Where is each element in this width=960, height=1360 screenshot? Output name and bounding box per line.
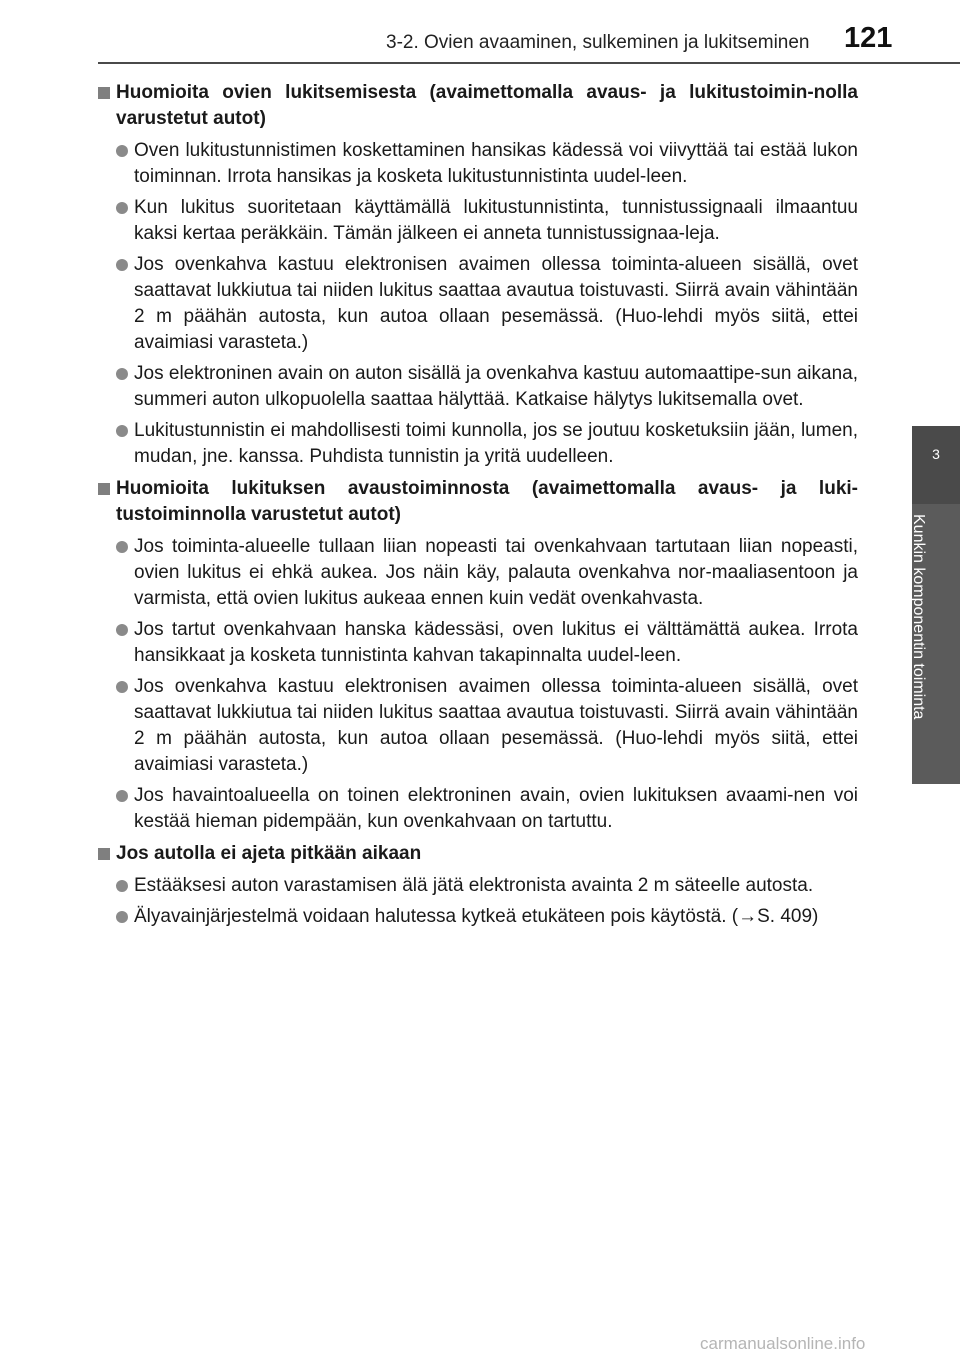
circle-bullet-icon <box>116 202 128 214</box>
circle-bullet-icon <box>116 259 128 271</box>
list-item <box>98 534 858 612</box>
list-item <box>98 418 858 470</box>
circle-bullet-icon <box>116 624 128 636</box>
page-number: 121 <box>844 22 893 54</box>
list-item-text: Jos toiminta-alueelle tullaan liian nopeasti tai ovenkahvaan tartutaan liian nopeasti, ovien lukitus ei ehkä aukea. Jos näin käy, palauta ovenkahva nor-maaliasentoon ja varmista, että ovien lukitus aukeaa ennen kuin vedät ovenkahvasta. <box>134 536 858 609</box>
circle-bullet-icon <box>116 880 128 892</box>
list-item <box>98 783 858 835</box>
list-item-text: Jos ovenkahva kastuu elektronisen avaimen ollessa toiminta-alueen sisällä, ovet saattavat lukkiutua tai niiden lukitus saattaa avautua toistuvasti. Siirrä avain vähintään 2 m päähän autosta, kun autoa ollaan pesemässä. (Huo-lehdi myös siitä, ettei avaimiasi varasteta.) <box>134 254 858 353</box>
list-item <box>98 138 858 190</box>
list-item-text: Jos elektroninen avain on auton sisällä ja ovenkahva kastuu automaattipe-sun aikana, summeri auton ulkopuolella saattaa hälyttää. Katkaise hälytys lukitsemalla ovet. <box>134 363 858 410</box>
section-heading-text: Huomioita ovien lukitsemisesta (avaimettomalla avaus- ja lukitustoimin-nolla varustetut autot) <box>116 82 858 129</box>
circle-bullet-icon <box>116 425 128 437</box>
square-bullet-icon <box>98 483 110 495</box>
chapter-tab <box>912 426 960 504</box>
list-item <box>98 674 858 778</box>
square-bullet-icon <box>98 87 110 99</box>
section-unlocking-function <box>98 476 858 835</box>
section-door-locking <box>98 80 858 470</box>
header-divider <box>98 62 960 64</box>
list-item-text: Estääksesi auton varastamisen älä jätä elektronista avainta 2 m säteelle autosta. <box>134 875 814 896</box>
section-heading-text: Jos autolla ei ajeta pitkään aikaan <box>116 843 422 864</box>
square-bullet-icon <box>98 848 110 860</box>
list-item <box>98 361 858 413</box>
chapter-tab-strip <box>912 504 960 784</box>
watermark: carmanualsonline.info <box>700 1334 866 1353</box>
list-item <box>98 252 858 356</box>
circle-bullet-icon <box>116 681 128 693</box>
list-item-text: Kun lukitus suoritetaan käyttämällä lukitustunnistinta, tunnistussignaali ilmaantuu kaksi kertaa peräkkäin. Tämän jälkeen ei anneta tunnistussignaa-leja. <box>134 197 858 244</box>
list-item-text: Jos ovenkahva kastuu elektronisen avaimen ollessa toiminta-alueen sisällä, ovet saattavat lukkiutua tai niiden lukitus saattaa avautua toistuvasti. Siirrä avain vähintään 2 m päähän autosta, kun autoa ollaan pesemässä. (Huo-lehdi myös siitä, ettei avaimiasi varasteta.) <box>134 676 858 775</box>
list-item-text: Jos tartut ovenkahvaan hanska kädessäsi, oven lukitus ei välttämättä aukea. Irrota hansikkaat ja kosketa tunnistinta kahvan takapinnalta uudel-leen. <box>134 619 858 666</box>
list-item <box>98 617 858 669</box>
list-item <box>98 873 858 899</box>
chapter-title: 3-2. Ovien avaaminen, sulkeminen ja lukitseminen <box>386 32 810 53</box>
section-long-term-parking <box>98 841 858 930</box>
page-header <box>0 0 960 64</box>
section-heading-text: Huomioita lukituksen avaustoiminnosta (avaimettomalla avaus- ja luki-tustoiminnolla varustetut autot) <box>116 478 858 525</box>
chapter-tab-number: 3 <box>932 446 940 462</box>
list-item-text: Lukitustunnistin ei mahdollisesti toimi kunnolla, jos se joutuu kosketuksiin jään, lumen, mudan, jne. kanssa. Puhdista tunnistin ja yritä uudelleen. <box>134 420 858 467</box>
section-heading <box>98 476 858 528</box>
section-heading <box>98 80 858 132</box>
chapter-tab-label: Kunkin komponentin toiminta <box>910 514 927 720</box>
circle-bullet-icon <box>116 790 128 802</box>
circle-bullet-icon <box>116 145 128 157</box>
page-content <box>98 80 858 935</box>
circle-bullet-icon <box>116 911 128 923</box>
list-item-text: Jos havaintoalueella on toinen elektroninen avain, ovien lukituksen avaami-nen voi kestää hieman pidempään, kun ovenkahvaan on tartuttu. <box>134 785 858 832</box>
circle-bullet-icon <box>116 368 128 380</box>
list-item-text: Oven lukitustunnistimen koskettaminen hansikas kädessä voi viivyttää tai estää lukon toiminnan. Irrota hansikas ja kosketa lukitustunnistinta uudel-leen. <box>134 140 858 187</box>
section-heading <box>98 841 858 867</box>
list-item <box>98 195 858 247</box>
list-item <box>98 904 858 930</box>
circle-bullet-icon <box>116 541 128 553</box>
list-item-text: Älyavainjärjestelmä voidaan halutessa kytkeä etukäteen pois käytöstä. (→S. 409) <box>134 906 819 927</box>
